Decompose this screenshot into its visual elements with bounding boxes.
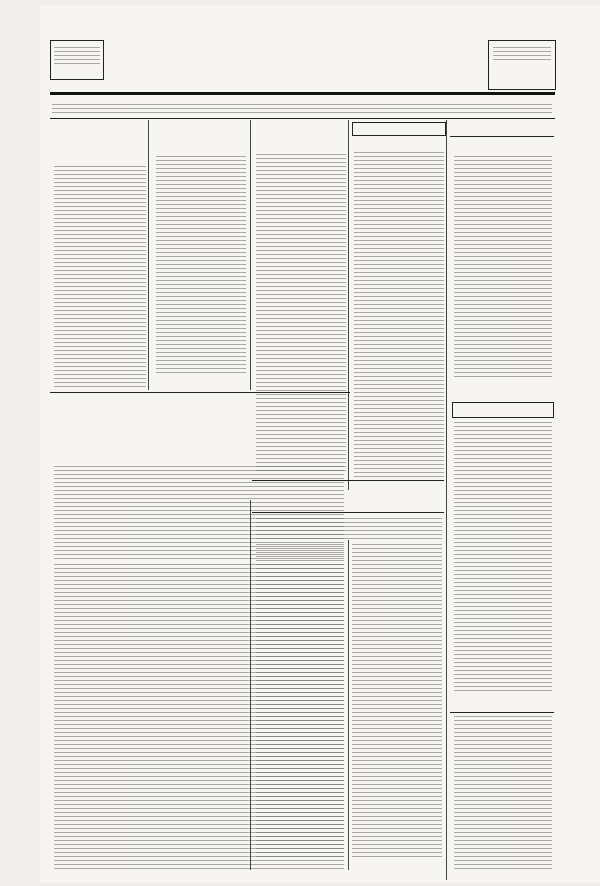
headline-box: [352, 122, 446, 136]
column-divider: [250, 120, 251, 390]
side-box-feather: [452, 402, 554, 418]
col3-body-text: [256, 154, 346, 474]
masthead-bottom-rule: [50, 118, 555, 119]
what-to-do-body-right: [352, 544, 442, 860]
col4-body-text: [354, 152, 444, 482]
section-rule: [252, 480, 444, 481]
masthead-left-box-text: [51, 41, 103, 45]
section-rule: [50, 392, 350, 393]
col5-rule: [450, 136, 554, 137]
col1-body-text: [54, 166, 146, 390]
col2-body-text: [156, 156, 246, 376]
excommunicated-body-text: [454, 716, 552, 870]
masthead-rule: [50, 92, 555, 95]
what-to-do-body-left: [256, 544, 344, 860]
column-divider: [446, 120, 447, 880]
feather-body-text: [454, 422, 552, 692]
column-divider: [250, 500, 251, 870]
what-to-do-intro: [256, 518, 442, 540]
column-divider: [148, 120, 149, 390]
masthead-right-box-text: [489, 41, 555, 45]
masthead-title: [110, 38, 480, 90]
column-divider: [348, 120, 349, 490]
masthead-left-box: [50, 40, 104, 80]
col5-poem: [454, 156, 552, 378]
side-rule: [450, 712, 554, 713]
section-rule: [252, 512, 444, 513]
masthead-subline-fill: [52, 104, 552, 114]
masthead-right-box: [488, 40, 556, 90]
column-divider: [348, 540, 349, 870]
